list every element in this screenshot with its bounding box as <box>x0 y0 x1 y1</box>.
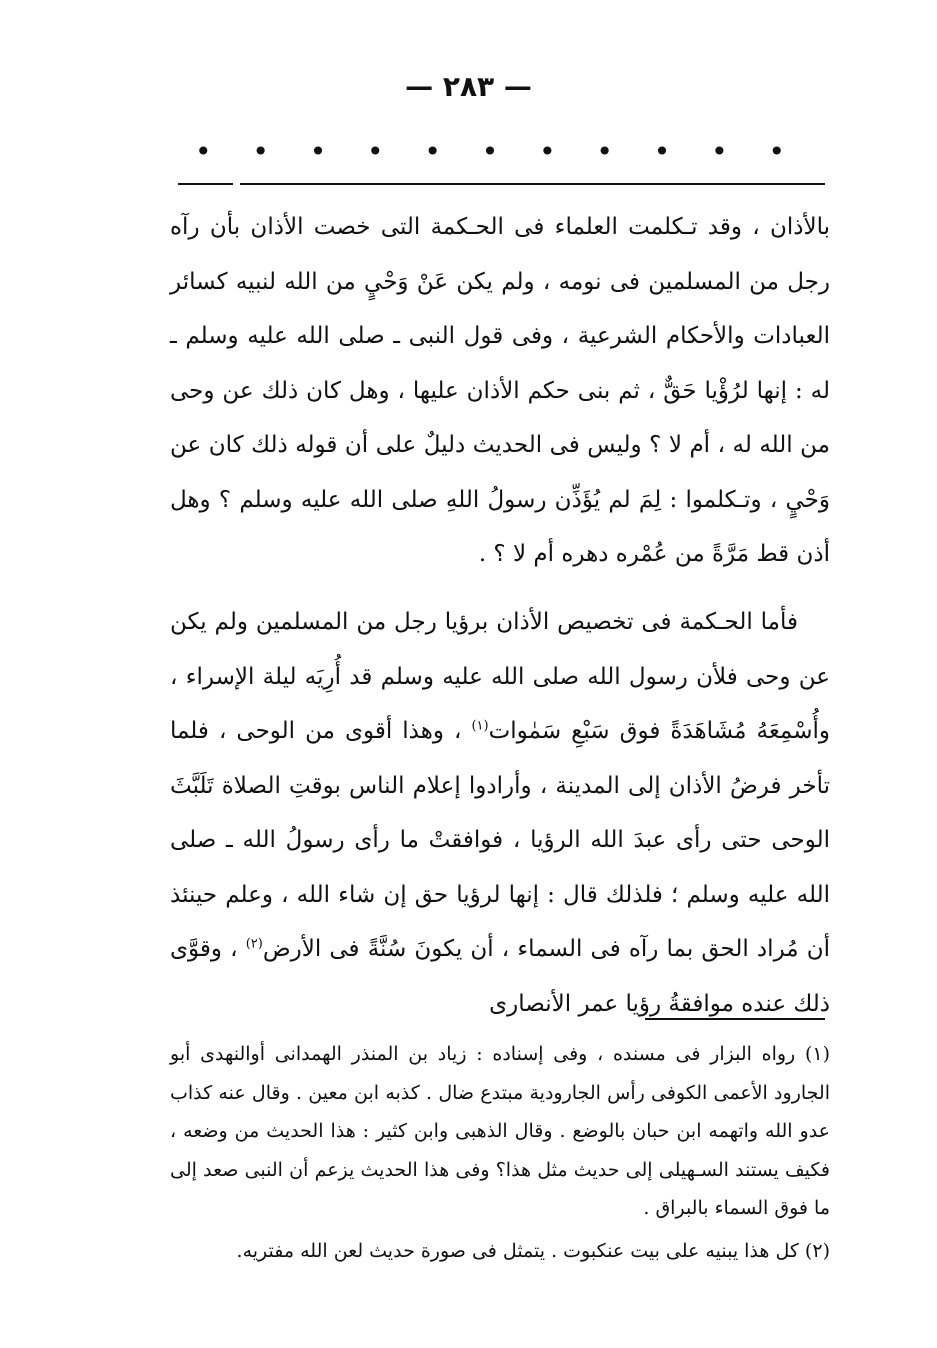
dot-ornament: • <box>195 135 212 168</box>
paragraph-2-part-3: ، وقوَّى ذلك عنده موافقةُ رؤيا عمر الأنصارى <box>170 936 830 1017</box>
dot-ornament: • <box>768 135 785 168</box>
dot-ornament: • <box>367 135 384 168</box>
footnote-separator <box>645 1018 825 1020</box>
dot-ornament: • <box>653 135 671 168</box>
page-number: — ٢٨٣ — <box>405 70 532 103</box>
paragraph-2-part-1: فأما الحـكمة فى تخصيص الأذان برؤيا رجل من المسلمين ولم يكن عن وحى فلأن رسول الله صلى الله عليه وسلم قد أُرِيَه ليلة الإسراء ، وأُسْمِعَهُ مُشَاهَدَةً فوق سَبْعِ سَمٰوات <box>170 609 830 744</box>
dot-ornament: • <box>596 135 613 168</box>
footnote-marker-1: (١) <box>471 718 489 734</box>
footnote-marker-2: (٢) <box>245 936 263 952</box>
body-paragraph-2 <box>170 595 830 1031</box>
body-paragraph-1: بالأذان ، وقد تـكلمت العلماء فى الحـكمة التى خصت الأذان بأن رآه رجل من المسلمين فى نومه ، ولم يكن عَنْ وَحْيٍ من الله لنبيه كسائر العبادات والأحكام الشرعية ، وفى قول النبى ـ صلى الله عليه وسلم ـ له : إنها لرُؤْيا حَقٌّ ، ثم بنى حكم الأذان عليها ، وهل كان ذلك عن وحى من الله له ، أم لا ؟ وليس فى الحديث دليلٌ على أن قوله ذلك كان عن وَحْيٍ ، وتـكلموا : لِمَ لم يُؤَذِّن رسولُ اللهِ صلى الله عليه وسلم ؟ وهل أذن قط مَرَّةً من عُمْره دهره أم لا ؟ . <box>170 214 830 567</box>
dot-ornament: • <box>252 135 269 168</box>
footnote-1: (١) رواه البزار فى مسنده ، وفى إسناده : زياد بن المنذر الهمدانى أوالنهدى أبو الجارود الأعمى الكوفى رأس الجارودية مبتدع ضال . كذبه ابن معين . وقال عنه كذاب عدو الله واتهمه ابن حبان بالوضع . وقال الذهبى وابن كثير : هذا الحديث من وضعه ، فكيف يستند السـهيلى إلى حديث مثل هذا؟ وفى هذا الحديث يزعم أن النبى صعد إلى ما فوق السماء بالبراق . <box>170 1043 830 1219</box>
dot-ornament: • <box>711 135 728 168</box>
footnote-2: (٢) كل هذا يبنيه على بيت عنكبوت . يتمثل فى صورة حديث لعن الله مفتريه. <box>236 1239 830 1262</box>
paragraph-2-part-2: ، وهذا أقوى من الوحى ، فلما تأخر فرضُ الأذان إلى المدينة ، وأرادوا إعلام الناس بوقتِ الصلاة تَلَبَّثَ الوحى حتى رأى عبدَ الله الرؤيا ، فوافقتْ ما رأى رسولُ الله ـ صلى الله عليه وسلم ؛ فلذلك قال : إنها لرؤيا حق إن شاء الله ، وعلم حينئذ أن مُراد الحق بما رآه فى السماء ، أن يكونَ سُنَّةً فى الأرض <box>170 718 830 962</box>
footnotes <box>170 1035 830 1270</box>
header-rule-short <box>178 183 233 185</box>
dot-ornament: • <box>424 135 441 168</box>
dot-ornament: • <box>481 135 499 168</box>
header-rule-long <box>240 183 825 185</box>
dot-ornament: • <box>539 135 556 168</box>
dot-ornament: • <box>309 135 327 168</box>
dot-ornament-row <box>195 135 785 168</box>
